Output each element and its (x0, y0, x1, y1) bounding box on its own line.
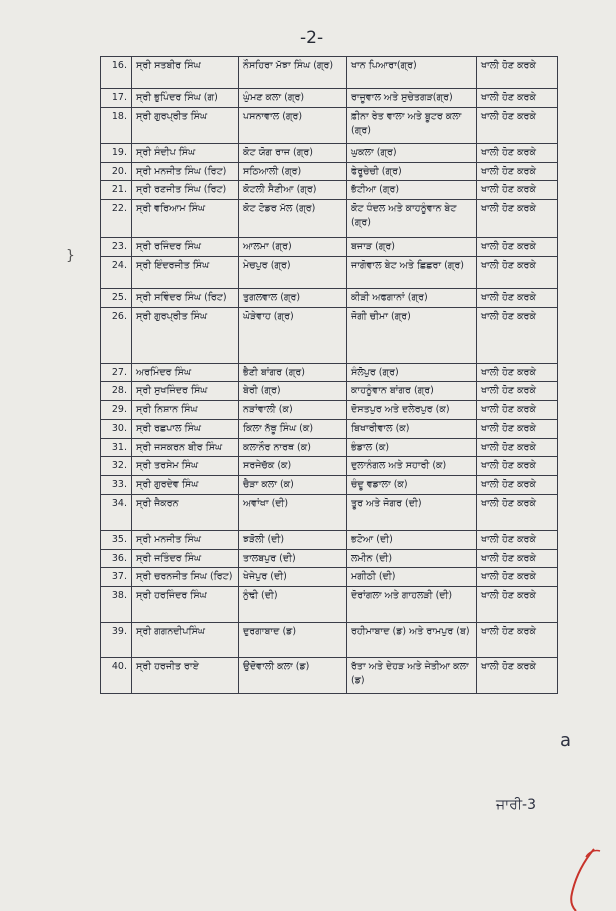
table-row (101, 658, 558, 694)
cell-place: ਜਾਗੋਵਾਲ ਬੇਟ ਅਤੇ ਛਿਛਰਾ (ਗ੍ਰ) (347, 256, 477, 288)
cell-station: ਝੜੋਲੀ (ਦੀ) (239, 530, 347, 549)
table-row (101, 587, 558, 623)
cell-status: ਖਾਲੀ ਹੋਣ ਕਰਕੇ (477, 382, 558, 401)
cell-status: ਖਾਲੀ ਹੋਣ ਕਰਕੇ (477, 200, 558, 238)
cell-station: ਕੋਟ ਟੋਡਰ ਮੱਲ (ਗ੍ਰ) (239, 200, 347, 238)
cell-status: ਖਾਲੀ ਹੋਣ ਕਰਕੇ (477, 494, 558, 530)
cell-name: ਸ੍ਰੀ ਗੁਰਪ੍ਰੀਤ ਸਿੰਘ (132, 307, 239, 363)
table-row (101, 57, 558, 89)
cell-station: ਉਦੋਵਾਲੀ ਕਲਾ (ਡ) (239, 658, 347, 694)
cell-no: 22. (101, 200, 132, 238)
cell-place: ਤੂਰ ਅਤੇ ਜੋਗਰ (ਦੀ) (347, 494, 477, 530)
cell-name: ਸ੍ਰੀ ਜਸਕਰਨ ਬੀਰ ਸਿੰਘ (132, 438, 239, 457)
cell-station: ਬੇਰੀ (ਗ੍ਰ) (239, 382, 347, 401)
cell-station: ਨੜਾਂਵਾਲੀ (ਕ) (239, 401, 347, 420)
cell-name: ਸ੍ਰੀ ਰਛਪਾਲ ਸਿੰਘ (132, 419, 239, 438)
cell-no: 16. (101, 57, 132, 89)
table-row (101, 476, 558, 495)
cell-place: ਫੇਰੂਚੇਚੀ (ਗ੍ਰ) (347, 162, 477, 181)
cell-place: ਭਟੋਆ (ਦੀ) (347, 530, 477, 549)
cell-name: ਸ੍ਰੀ ਤਰਸੇਮ ਸਿੰਘ (132, 457, 239, 476)
cell-place: ਘੁਕਲਾ (ਗ੍ਰ) (347, 143, 477, 162)
cell-station: ਘੁੰਮਣ ਕਲਾ (ਗ੍ਰ) (239, 89, 347, 108)
cell-station: ਕਿਲਾ ਨੱਥੂ ਸਿੰਘ (ਕ) (239, 419, 347, 438)
cell-place: ਖਾਨ ਪਿਆਰਾ(ਗ੍ਰ) (347, 57, 477, 89)
cell-no: 27. (101, 363, 132, 382)
cell-status: ਖਾਲੀ ਹੋਣ ਕਰਕੇ (477, 587, 558, 623)
cell-station: ਅਵਾਂਖਾ (ਦੀ) (239, 494, 347, 530)
cell-no: 37. (101, 568, 132, 587)
cell-station: ਨੌਸਹਿਰਾ ਮੱਝਾ ਸਿੰਘ (ਗ੍ਰ) (239, 57, 347, 89)
cell-station: ਕੋਟਲੀ ਸੈਣੀਆ (ਗ੍ਰ) (239, 181, 347, 200)
cell-name: ਅਰਮਿੰਦਰ ਸਿੰਘ (132, 363, 239, 382)
cell-status: ਖਾਲੀ ਹੋਣ ਕਰਕੇ (477, 568, 558, 587)
cell-name: ਸ੍ਰੀ ਜਤਿੰਦਰ ਸਿੰਘ (132, 549, 239, 568)
cell-name: ਸ੍ਰੀ ਭੁਪਿੰਦਰ ਸਿੰਘ (ਗ) (132, 89, 239, 108)
table-row (101, 181, 558, 200)
cell-status: ਖਾਲੀ ਹੋਣ ਕਰਕੇ (477, 143, 558, 162)
table-row (101, 457, 558, 476)
cell-no: 28. (101, 382, 132, 401)
cell-place: ਫ਼ੀਨਾ ਰੇਤ ਵਾਲਾ ਅਤੇ ਬੂਟਰ ਕਲਾ (ਗ੍ਰ) (347, 107, 477, 143)
cell-place: ਦੋਰਾਂਗਲਾ ਅਤੇ ਗਾਹਲੜੀ (ਦੀ) (347, 587, 477, 623)
cell-no: 21. (101, 181, 132, 200)
cell-name: ਸ੍ਰੀ ਰਣਜੀਤ ਸਿੰਘ (ਰਿਟ) (132, 181, 239, 200)
cell-place: ਜੋਗੀ ਚੀਮਾ (ਗ੍ਰ) (347, 307, 477, 363)
cell-no: 30. (101, 419, 132, 438)
cell-name: ਸ੍ਰੀ ਸਤਬੀਰ ਸਿੰਘ (132, 57, 239, 89)
cell-status: ਖਾਲੀ ਹੋਣ ਕਰਕੇ (477, 89, 558, 108)
cell-no: 39. (101, 623, 132, 658)
cell-name: ਸ੍ਰੀ ਜੈਕਰਨ (132, 494, 239, 530)
cell-no: 29. (101, 401, 132, 420)
cell-status: ਖਾਲੀ ਹੋਣ ਕਰਕੇ (477, 530, 558, 549)
cell-station: ਭੈਣੀ ਬਾਂਗਰ (ਗ੍ਰ) (239, 363, 347, 382)
cell-station: ਨੁੰਢੀ (ਦੀ) (239, 587, 347, 623)
cell-station: ਚੈੜਾ ਕਲਾ (ਕ) (239, 476, 347, 495)
cell-station: ਤੁਗਲਵਾਲ (ਗ੍ਰ) (239, 288, 347, 307)
roster-body (101, 57, 558, 694)
table-row (101, 162, 558, 181)
cell-status: ਖਾਲੀ ਹੋਣ ਕਰਕੇ (477, 107, 558, 143)
cell-name: ਸ੍ਰੀ ਗਗਨਦੀਪਸਿੰਘ (132, 623, 239, 658)
table-row (101, 530, 558, 549)
cell-name: ਸ੍ਰੀ ਹਰਜਿੰਦਰ ਸਿੰਘ (132, 587, 239, 623)
cell-no: 20. (101, 162, 132, 181)
cell-no: 34. (101, 494, 132, 530)
cell-place: ਚੰਦੂ ਵਡਾਲਾ (ਕ) (347, 476, 477, 495)
cell-name: ਸ੍ਰੀ ਰਜਿੰਦਰ ਸਿੰਘ (132, 238, 239, 257)
cell-status: ਖਾਲੀ ਹੋਣ ਕਰਕੇ (477, 288, 558, 307)
table-row (101, 200, 558, 238)
cell-place: ਰਹੀਮਾਬਾਦ (ਡ) ਅਤੇ ਰਾਮਪੁਰ (ਬ) (347, 623, 477, 658)
cell-station: ਕੋਟ ਯੋਗ ਰਾਜ (ਗ੍ਰ) (239, 143, 347, 162)
cell-status: ਖਾਲੀ ਹੋਣ ਕਰਕੇ (477, 363, 558, 382)
table-row (101, 107, 558, 143)
cell-status: ਖਾਲੀ ਹੋਣ ਕਰਕੇ (477, 238, 558, 257)
cell-place: ਕਾਹਨੂੰਵਾਨ ਬਾਂਗਰ (ਗ੍ਰ) (347, 382, 477, 401)
cell-no: 35. (101, 530, 132, 549)
table-row (101, 382, 558, 401)
cell-status: ਖਾਲੀ ਹੋਣ ਕਰਕੇ (477, 401, 558, 420)
cell-name: ਸ੍ਰੀ ਨਿਸ਼ਾਨ ਸਿੰਘ (132, 401, 239, 420)
cell-no: 17. (101, 89, 132, 108)
red-ink-mark (536, 841, 616, 911)
cell-name: ਸ੍ਰੀ ਸਵਿੰਦਰ ਸਿੰਘ (ਰਿਟ) (132, 288, 239, 307)
cell-no: 32. (101, 457, 132, 476)
cell-status: ਖਾਲੀ ਹੋਣ ਕਰਕੇ (477, 457, 558, 476)
table-row (101, 89, 558, 108)
cell-no: 25. (101, 288, 132, 307)
cell-name: ਸ੍ਰੀ ਵਰਿਆਮ ਸਿੰਘ (132, 200, 239, 238)
cell-name: ਸ੍ਰੀ ਇੰਦਰਜੀਤ ਸਿੰਘ (132, 256, 239, 288)
cell-station: ਆਲਮਾ (ਗ੍ਰ) (239, 238, 347, 257)
cell-no: 33. (101, 476, 132, 495)
cell-name: ਸ੍ਰੀ ਚਰਨਜੀਤ ਸਿਘ (ਰਿਟ) (132, 568, 239, 587)
table-row (101, 363, 558, 382)
table-row (101, 494, 558, 530)
cell-station: ਦੁਰਗਾਬਾਦ (ਡ) (239, 623, 347, 658)
table-row (101, 288, 558, 307)
cell-place: ਦੁਲਾਨੰਗਲ ਅਤੇ ਸਹਾਰੀ (ਕ) (347, 457, 477, 476)
cell-no: 24. (101, 256, 132, 288)
table-row (101, 238, 558, 257)
continued-note: ਜਾਰੀ-3 (496, 797, 536, 813)
cell-place: ਲਮੀਨ (ਦੀ) (347, 549, 477, 568)
cell-status: ਖਾਲੀ ਹੋਣ ਕਰਕੇ (477, 549, 558, 568)
cell-name: ਸ੍ਰੀ ਸੰਦੀਪ ਸਿੰਘ (132, 143, 239, 162)
cell-status: ਖਾਲੀ ਹੋਣ ਕਰਕੇ (477, 181, 558, 200)
cell-status: ਖਾਲੀ ਹੋਣ ਕਰਕੇ (477, 419, 558, 438)
cell-station: ਸਠਿਆਲੀ (ਗ੍ਰ) (239, 162, 347, 181)
cell-station: ਕਲਾਨੌਰ ਨਾਰਥ (ਕ) (239, 438, 347, 457)
cell-no: 40. (101, 658, 132, 694)
cell-place: ਭੰਡਾਲ (ਕ) (347, 438, 477, 457)
cell-place: ਰਾਜੂਵਾਲ ਅਤੇ ਸੁਚੇਤਗੜ(ਗ੍ਰ) (347, 89, 477, 108)
cell-status: ਖਾਲੀ ਹੋਣ ਕਰਕੇ (477, 57, 558, 89)
margin-signature: a (560, 730, 572, 751)
table-row (101, 401, 558, 420)
cell-place: ਕੀੜੀ ਅਫਗਾਨਾਂ (ਗ੍ਰ) (347, 288, 477, 307)
table-row (101, 307, 558, 363)
cell-station: ਪਸਨਾਵਾਲ (ਗ੍ਰ) (239, 107, 347, 143)
cell-status: ਖਾਲੀ ਹੋਣ ਕਰਕੇ (477, 307, 558, 363)
table-row (101, 419, 558, 438)
cell-place: ਸੰਲੋਪੁਰ (ਗ੍ਰ) (347, 363, 477, 382)
cell-no: 31. (101, 438, 132, 457)
cell-name: ਸ੍ਰੀ ਸੁਖਜਿੰਦਰ ਸਿੰਘ (132, 382, 239, 401)
transfer-roster-table (100, 56, 558, 694)
cell-status: ਖਾਲੀ ਹੋਣ ਕਰਕੇ (477, 162, 558, 181)
table-row (101, 568, 558, 587)
cell-name: ਸ੍ਰੀ ਮਨਜੀਤ ਸਿੰਘ (ਰਿਟ) (132, 162, 239, 181)
cell-place: ਕੋਟ ਧੰਦਲ ਅਤੇ ਕਾਹਨੂੰਵਾਨ ਬੇਟ (ਗ੍ਰ) (347, 200, 477, 238)
page-number: -2- (300, 28, 324, 48)
table-row (101, 623, 558, 658)
cell-place: ਬਜਾੜ (ਗ੍ਰ) (347, 238, 477, 257)
cell-station: ਮੇਚਪੁਰ (ਗ੍ਰ) (239, 256, 347, 288)
cell-status: ਖਾਲੀ ਹੋਣ ਕਰਕੇ (477, 658, 558, 694)
cell-no: 18. (101, 107, 132, 143)
cell-status: ਖਾਲੀ ਹੋਣ ਕਰਕੇ (477, 256, 558, 288)
cell-place: ਮਗੀਠੀ (ਦੀ) (347, 568, 477, 587)
cell-name: ਸ੍ਰੀ ਗੁਰਦੇਵ ਸਿੰਘ (132, 476, 239, 495)
cell-name: ਸ੍ਰੀ ਮਨਜੀਤ ਸਿੰਘ (132, 530, 239, 549)
cell-place: ਦੋਸਤਪੁਰ ਅਤੇ ਦਲੇਰਪੁਰ (ਕ) (347, 401, 477, 420)
cell-station: ਸਰਜੇਚੱਕ (ਕ) (239, 457, 347, 476)
cell-place: ਬਿਖਾਰੀਵਾਲ (ਕ) (347, 419, 477, 438)
table-row (101, 143, 558, 162)
cell-name: ਸ੍ਰੀ ਹਰਜੀਤ ਰਾਏ (132, 658, 239, 694)
cell-status: ਖਾਲੀ ਹੋਣ ਕਰਕੇ (477, 623, 558, 658)
cell-station: ਖੇਜੇਪੁਰ (ਦੀ) (239, 568, 347, 587)
cell-no: 19. (101, 143, 132, 162)
cell-no: 38. (101, 587, 132, 623)
margin-bracket-mark: } (66, 248, 75, 264)
cell-status: ਖਾਲੀ ਹੋਣ ਕਰਕੇ (477, 438, 558, 457)
cell-no: 36. (101, 549, 132, 568)
cell-name: ਸ੍ਰੀ ਗੁਰਪ੍ਰੀਤ ਸਿੰਘ (132, 107, 239, 143)
cell-status: ਖਾਲੀ ਹੋਣ ਕਰਕੇ (477, 476, 558, 495)
table-row (101, 438, 558, 457)
cell-station: ਘੋੜੇਵਾਹ (ਗ੍ਰ) (239, 307, 347, 363)
table-row (101, 256, 558, 288)
cell-place: ਭੱਟੀਆ (ਗ੍ਰ) (347, 181, 477, 200)
cell-no: 23. (101, 238, 132, 257)
table-row (101, 549, 558, 568)
cell-place: ਰੱਤਾ ਅਤੇ ਦੇਹੜ ਅਤੇ ਜੇਤੀਆ ਕਲਾ (ਡ) (347, 658, 477, 694)
cell-station: ਤਾਲਬਪੁਰ (ਦੀ) (239, 549, 347, 568)
cell-no: 26. (101, 307, 132, 363)
